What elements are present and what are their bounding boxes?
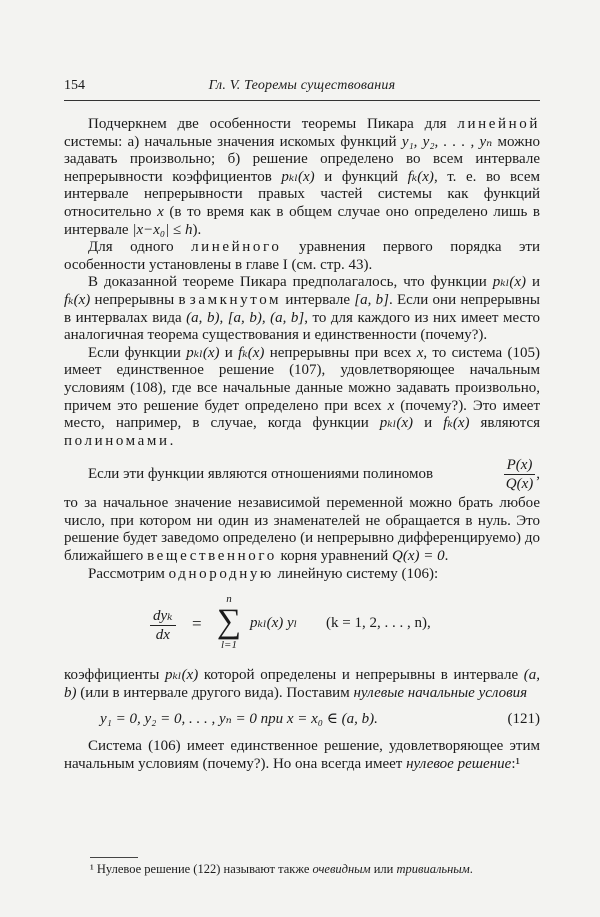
running-title: Гл. V. Теоремы существования	[208, 78, 396, 93]
polynomial-ratio-fraction	[503, 456, 536, 493]
paragraph-1: Подчеркнем две особенности теоремы Пикара для линейной системы: а) начальные значения искомых функций y₁, y₂, . . . , yₙ можно задавать произвольно; б) решение определено во всем интервале непрерывности коэффициентов pₖₗ(x) и функций fₖ(x), т. е. во всем интервале непрерывности правых частей системы как функций относительно x (в то время как в общем случае оно определено лишь в интервале |x−x₀| ≤ h).	[64, 116, 541, 238]
paragraph-5-lead: Если эти функции являются отношениями полиномов	[88, 465, 434, 482]
paragraph-8: Система (106) имеет единственное решение, удовлетворяющее этим начальным условиям (почему?). Но она всегда имеет нулевое решение:¹	[64, 738, 540, 773]
system-equation	[64, 587, 540, 663]
index-condition: (k = 1, 2, . . . , n),	[326, 615, 431, 632]
page-number: 154	[64, 78, 85, 93]
page-body	[64, 116, 540, 774]
paragraph-6: Рассмотрим однородную линейную систему (106):	[88, 565, 439, 582]
paragraph-2: Для одного линейного уравнения первого порядка эти особенности установлены в главе I (см. стр. 43).	[64, 239, 540, 273]
equation-number: (121)	[507, 711, 540, 728]
page-header	[64, 76, 540, 98]
paragraph-3: В доказанной теореме Пикара предполагалось, что функции pₖₗ(x) и fₖ(x) непрерывны в замкнутом интервале [a, b]. Если они непрерывны в интервалах вида (a, b), [a, b), (a, b], то для каждого из них имеет место аналогичная теорема существования и единственности (почему?).	[64, 274, 540, 344]
paragraph-4: Если функции pₖₗ(x) и fₖ(x) непрерывны при всех x, то система (105) имеет единственное решение (107), удовлетворяющее начальным условиям (108), где все начальные данные можно задавать произвольно, причем это решение будет определено при всех x (почему?). Это имеет место, например, в случае, когда функции pₖₗ(x) и fₖ(x) являются полиномами.	[64, 344, 541, 449]
footnote-rule	[90, 857, 138, 858]
footnote: ¹ Нулевое решение (122) называют также очевидным или тривиальным.	[90, 862, 473, 876]
equals-sign: =	[192, 614, 202, 634]
summation: n ∑ l=1	[214, 593, 244, 651]
fraction-numerator: P(x)	[504, 456, 536, 475]
header-rule	[64, 100, 540, 101]
derivative-fraction: dyₖ dx	[150, 607, 176, 644]
paragraph-7: коэффициенты pₖₗ(x) которой определены и непрерывны в интервале (a, b) (или в интервале другого вида). Поставим нулевые начальные условия	[64, 667, 540, 701]
paragraph-5: то за начальное значение независимой переменной можно брать любое число, при котором ни один из знаменателей не обращается в нуль. Это решение будет заведомо определено (и непрерывно дифференцируемо) до ближайшего вещественного корня уравнений Q(x) = 0.	[64, 495, 540, 565]
initial-conditions-equation	[64, 708, 540, 732]
summand: pₖₗ(x) yₗ	[250, 615, 298, 632]
polynomial-ratio-line: Если эти функции являются отношениями полиномов $\frac{P(x)}{Q(x)}$ ,	[64, 456, 540, 493]
fraction-denominator: Q(x)	[505, 476, 534, 493]
initial-conditions: y₁ = 0, y₂ = 0, . . . , yₙ = 0 при x = x₀ ∈ (a, b).	[100, 711, 378, 728]
sigma-symbol: ∑	[216, 603, 242, 641]
